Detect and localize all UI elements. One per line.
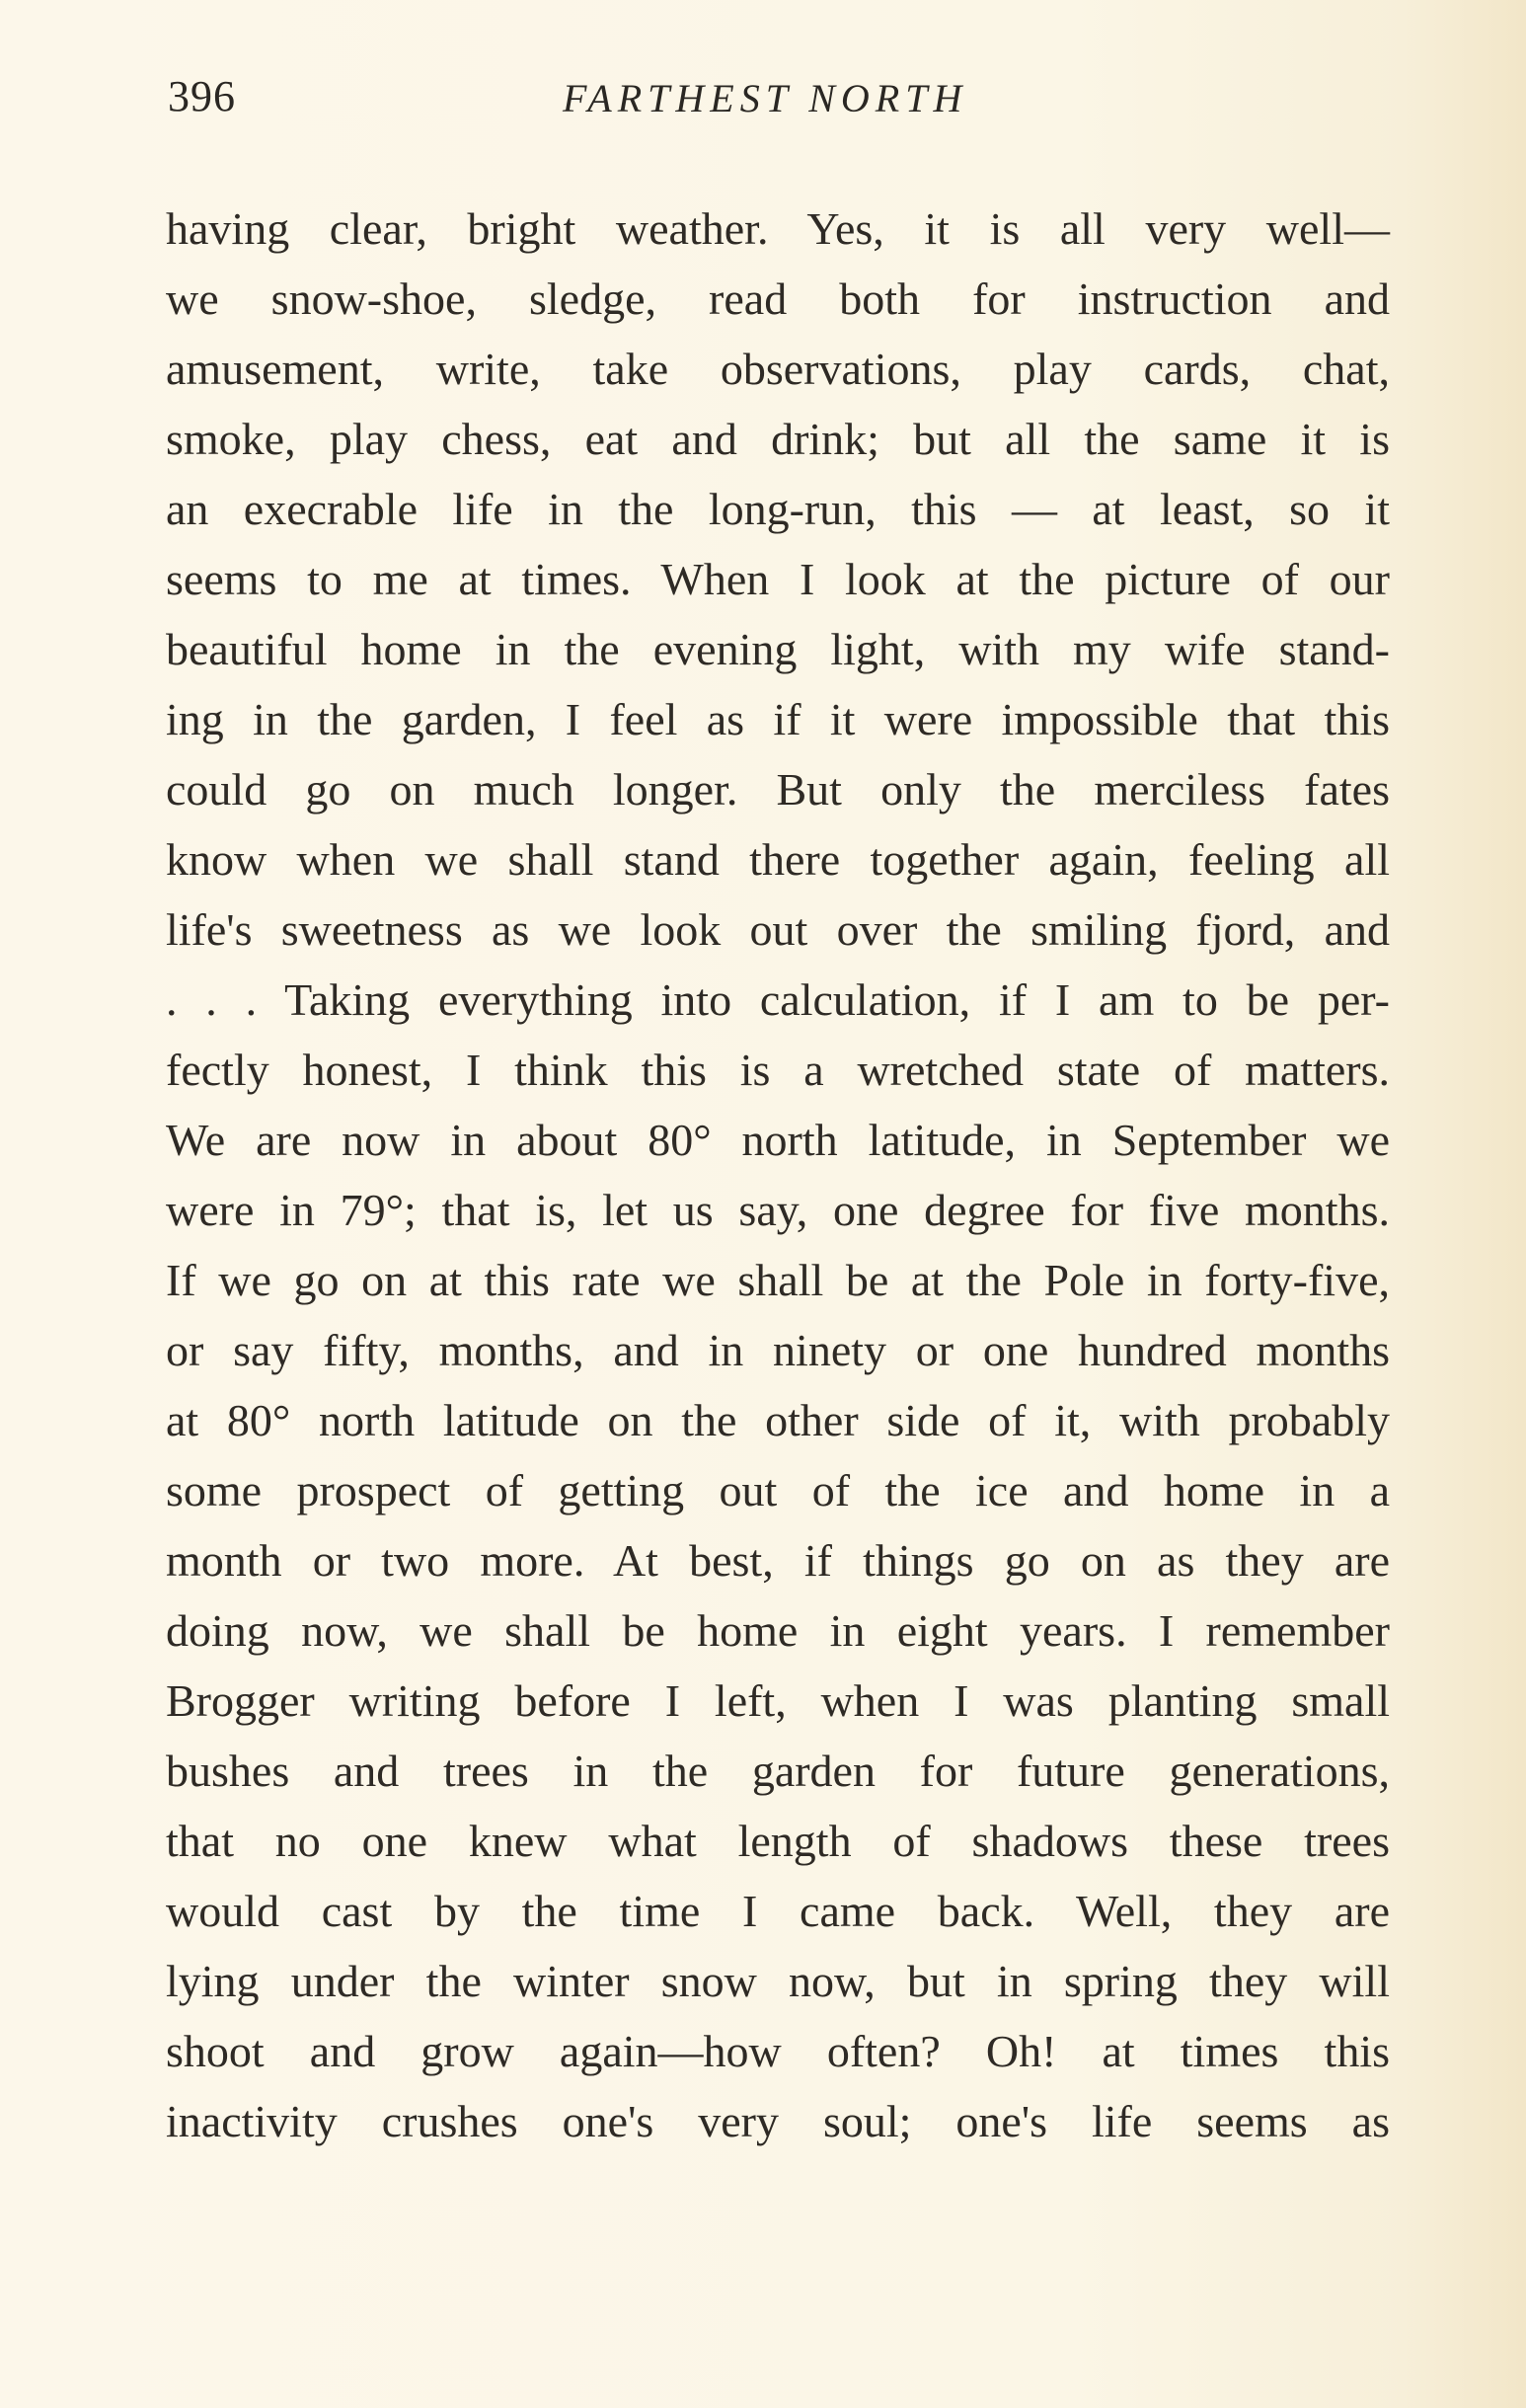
text-line: beautiful home in the evening light, with my wife stand- — [166, 624, 1390, 674]
body-text — [166, 194, 1390, 2156]
text-line: seems to me at times. When I look at the picture of our — [166, 554, 1390, 604]
text-line: life's sweetness as we look out over the smiling fjord, and — [166, 904, 1390, 955]
text-line: smoke, play chess, eat and drink; but all the same it is — [166, 414, 1390, 464]
text-line: or say fifty, months, and in ninety or one hundred months — [166, 1325, 1390, 1375]
page-number: 396 — [168, 72, 236, 120]
text-line: we snow-shoe, sledge, read both for instruction and — [166, 273, 1390, 324]
text-line: know when we shall stand there together again, feeling all — [166, 834, 1390, 885]
text-line: doing now, we shall be home in eight years. I remember — [166, 1605, 1390, 1656]
text-line: some prospect of getting out of the ice and home in a — [166, 1465, 1390, 1515]
text-line: We are now in about 80° north latitude, in September we — [166, 1115, 1390, 1165]
text-line: amusement, write, take observations, play cards, chat, — [166, 344, 1390, 394]
text-line: inactivity crushes one's very soul; one's life seems as — [166, 2096, 1390, 2146]
text-line: ing in the garden, I feel as if it were impossible that this — [166, 694, 1390, 744]
text-line: lying under the winter snow now, but in spring they will — [166, 1956, 1390, 2006]
text-line: an execrable life in the long-run, this — at least, so it — [166, 484, 1390, 534]
text-line: would cast by the time I came back. Well, they are — [166, 1886, 1390, 1936]
text-line: at 80° north latitude on the other side of it, with probably — [166, 1395, 1390, 1445]
text-line: shoot and grow again—how often? Oh! at times this — [166, 2026, 1390, 2076]
text-line: that no one knew what length of shadows these trees — [166, 1816, 1390, 1866]
text-line: having clear, bright weather. Yes, it is all very well— — [166, 203, 1390, 254]
text-line: bushes and trees in the garden for future generations, — [166, 1746, 1390, 1796]
text-line: Brogger writing before I left, when I was planting small — [166, 1675, 1390, 1726]
text-line: could go on much longer. But only the merciless fates — [166, 764, 1390, 815]
running-head — [168, 71, 1392, 140]
text-line: If we go on at this rate we shall be at the Pole in forty-five, — [166, 1255, 1390, 1305]
text-line: . . . Taking everything into calculation, if I am to be per- — [166, 974, 1390, 1025]
text-line: month or two more. At best, if things go on as they are — [166, 1535, 1390, 1586]
running-title: FARTHEST NORTH — [563, 76, 968, 120]
text-line: fectly honest, I think this is a wretched state of matters. — [166, 1045, 1390, 1095]
text-line: were in 79°; that is, let us say, one degree for five months. — [166, 1185, 1390, 1235]
